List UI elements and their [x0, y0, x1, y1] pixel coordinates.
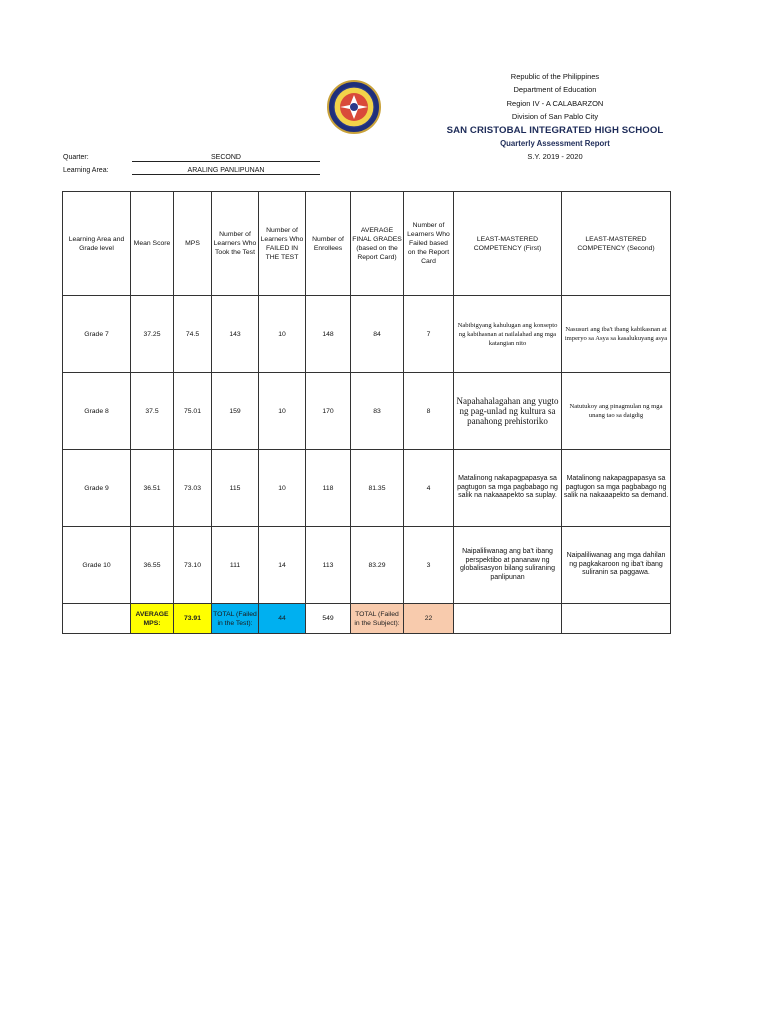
took-cell: 111: [212, 527, 259, 604]
col-header-comp2: LEAST-MASTERED COMPETENCY (Second): [562, 192, 671, 296]
total-failed-test-label: TOTAL (Failed in the Test):: [212, 604, 259, 634]
enrollees-cell: 148: [306, 296, 351, 373]
totals-empty-cell: [63, 604, 131, 634]
failed-cell: 10: [259, 296, 306, 373]
division-line: Division of San Pablo City: [511, 112, 599, 122]
col-header-comp1: LEAST-MASTERED COMPETENCY (First): [454, 192, 562, 296]
failed-cell: 14: [259, 527, 306, 604]
mps-cell: 75.01: [174, 373, 212, 450]
department-line: Department of Education: [513, 85, 597, 95]
enrollees-cell: 170: [306, 373, 351, 450]
quarter-value: SECOND: [132, 154, 320, 162]
total-failed-subject-value: 22: [404, 604, 454, 634]
avg-grade-cell: 81.35: [351, 450, 404, 527]
comp2-cell: Matalinong nakapagpapasya sa pagtugon sa mga pagbabago ng salik na nakaaapekto sa demand.: [562, 450, 671, 527]
comp1-cell: Nabibigyang kahulugan ang konsepto ng kabihasnan at nailalahad ang mga katangian nito: [454, 296, 562, 373]
totals-empty-cell: [562, 604, 671, 634]
grade-cell: Grade 9: [63, 450, 131, 527]
mps-cell: 73.10: [174, 527, 212, 604]
failed-card-cell: 4: [404, 450, 454, 527]
report-header: [440, 70, 670, 164]
failed-card-cell: 7: [404, 296, 454, 373]
table-header-row: [63, 192, 671, 296]
took-cell: 159: [212, 373, 259, 450]
failed-cell: 10: [259, 450, 306, 527]
enrollees-cell: 113: [306, 527, 351, 604]
col-header-grade: Learning Area and Grade level: [63, 192, 131, 296]
took-cell: 115: [212, 450, 259, 527]
school-seal-logo: [327, 80, 381, 134]
mean-cell: 37.5: [131, 373, 174, 450]
republic-line: Republic of the Philippines: [510, 72, 600, 81]
school-name: SAN CRISTOBAL INTEGRATED HIGH SCHOOL: [446, 124, 664, 136]
avg-grade-cell: 83.29: [351, 527, 404, 604]
col-header-failed: Number of Learners Who FAILED IN THE TEST: [259, 192, 306, 296]
avg-mps-value: 73.91: [174, 604, 212, 634]
took-cell: 143: [212, 296, 259, 373]
table-row: [63, 373, 671, 450]
learning-area-value: ARALING PANLIPUNAN: [132, 167, 320, 175]
col-header-took: Number of Learners Who Took the Test: [212, 192, 259, 296]
failed-cell: 10: [259, 373, 306, 450]
col-header-enrollees: Number of Enrollees: [306, 192, 351, 296]
comp2-cell: Naipaliliwanag ang mga dahilan ng pagkakaroon ng iba't ibang suliranin sa paggawa.: [562, 527, 671, 604]
totals-empty-cell: [454, 604, 562, 634]
mean-cell: 36.51: [131, 450, 174, 527]
comp2-cell: Nasusuri ang iba't ibang kabikasnan at imperyo sa Asya sa kasalukuyang asya: [562, 296, 671, 373]
avg-mps-label: AVERAGE MPS:: [131, 604, 174, 634]
total-failed-subject-label: TOTAL (Failed in the Subject):: [351, 604, 404, 634]
region-line: Region IV - A CALABARZON: [506, 98, 604, 108]
mean-cell: 37.25: [131, 296, 174, 373]
avg-grade-cell: 83: [351, 373, 404, 450]
comp1-cell: Matalinong nakapagpapasya sa pagtugon sa mga pagbabago ng salik na nakaaapekto sa suplay.: [454, 450, 562, 527]
report-title: Quarterly Assessment Report: [500, 139, 610, 149]
learning-area-label: Learning Area:: [63, 167, 109, 174]
avg-grade-cell: 84: [351, 296, 404, 373]
quarter-label: Quarter:: [63, 154, 89, 161]
totals-row: [63, 604, 671, 634]
table-row: [63, 527, 671, 604]
col-header-avg-grade: AVERAGE FINAL GRADES (based on the Report Card): [351, 192, 404, 296]
comp2-cell: Natutukoy ang pinagmulan ng mga unang tao sa daigdig: [562, 373, 671, 450]
comp1-cell: Naipaliliwanag ang ba't ibang perspektibo at pananaw ng globalisasyon bilang suliraning panlipunan: [454, 527, 562, 604]
mean-cell: 36.55: [131, 527, 174, 604]
grade-cell: Grade 10: [63, 527, 131, 604]
grade-cell: Grade 8: [63, 373, 131, 450]
grade-cell: Grade 7: [63, 296, 131, 373]
table-row: [63, 296, 671, 373]
school-year: S.Y. 2019 - 2020: [527, 152, 583, 162]
failed-card-cell: 8: [404, 373, 454, 450]
mps-cell: 73.03: [174, 450, 212, 527]
col-header-mean: Mean Score: [131, 192, 174, 296]
table-row: [63, 450, 671, 527]
assessment-table: [62, 191, 671, 634]
col-header-failed-card: Number of Learners Who Failed based on the Report Card: [404, 192, 454, 296]
col-header-mps: MPS: [174, 192, 212, 296]
comp1-cell: Napahahalagahan ang yugto ng pag-unlad ng kultura sa panahong prehistoriko: [454, 373, 562, 450]
mps-cell: 74.5: [174, 296, 212, 373]
enrollees-cell: 118: [306, 450, 351, 527]
total-enrollees: 549: [306, 604, 351, 634]
total-failed-test-value: 44: [259, 604, 306, 634]
failed-card-cell: 3: [404, 527, 454, 604]
